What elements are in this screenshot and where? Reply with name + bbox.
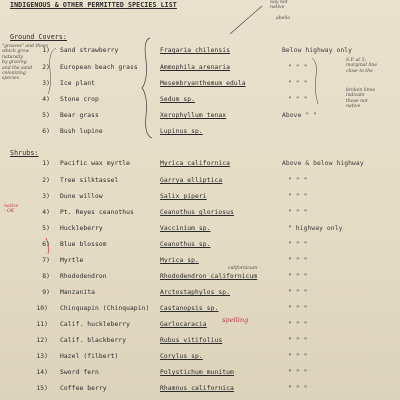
row-number: 11): [36, 321, 48, 328]
common-name: Pacific wax myrtle: [60, 160, 131, 167]
row-number: 14): [36, 369, 48, 376]
row-number: 13): [36, 353, 48, 360]
common-name: Chinquapin (Chinquapin): [60, 305, 150, 312]
latin-name: Mesembryanthemum edula: [160, 80, 246, 87]
latin-name: Garlocaracia: [160, 321, 207, 328]
latin-name: Vaccinium sp.: [160, 225, 211, 232]
habitat-note: " " ": [288, 209, 308, 216]
common-name: Huckleberry: [60, 225, 103, 232]
habitat-note: " " ": [288, 273, 308, 280]
handwritten-note-spelling: spelling: [222, 316, 249, 324]
latin-name: Myrica californica: [160, 160, 231, 167]
latin-name: Rhamnus californica: [160, 385, 234, 392]
row-number: 6): [42, 128, 50, 135]
latin-name: Corylus sp.: [160, 353, 203, 360]
page-title: INDIGENOUS & OTHER PERMITTED SPECIES LIST: [10, 1, 177, 9]
habitat-note: Above & below highway: [282, 160, 364, 167]
habitat-note: " " ": [288, 337, 308, 344]
latin-name: Arctostaphylos sp.: [160, 289, 231, 296]
latin-name: Polystichum munitum: [160, 369, 234, 376]
latin-name: Lupinus sp.: [160, 128, 203, 135]
row-number: 6): [42, 241, 50, 248]
common-name: Hazel (filbert): [60, 353, 119, 360]
row-number: 8): [42, 273, 50, 280]
latin-name: Ceanothus sp.: [160, 241, 211, 248]
row-number: 7): [42, 257, 50, 264]
row-number: 2): [42, 177, 50, 184]
shrubs-heading: Shrubs:: [10, 149, 39, 157]
common-name: Sand strawberry: [60, 47, 119, 54]
latin-name: Ammophila arenaria: [160, 64, 231, 71]
common-name: Calif. huckleberry: [60, 321, 131, 328]
habitat-note: " " ": [288, 289, 308, 296]
latin-name: Myrica sp.: [160, 257, 199, 264]
latin-name: Ceanothus gloriosus: [160, 209, 234, 216]
habitat-note: " " ": [288, 177, 308, 184]
common-name: Rhododendron: [60, 273, 107, 280]
handwritten-note-pencil: californicum: [228, 266, 258, 271]
row-number: 4): [42, 96, 50, 103]
common-name: Ice plant: [60, 80, 96, 87]
common-name: Pt. Reyes ceanothus: [60, 209, 134, 216]
common-name: Dune willow: [60, 193, 103, 200]
habitat-note: " highway only: [288, 225, 343, 232]
common-name: Myrtle: [60, 257, 84, 264]
common-name: Manzanita: [60, 289, 96, 296]
common-name: Blue blossom: [60, 241, 107, 248]
latin-name: Xerophyllum tenax: [160, 112, 227, 119]
handwritten-note-red: native - OK: [4, 204, 19, 215]
habitat-note: " " ": [288, 64, 308, 71]
handwritten-note-left-margin: "grasses" and those which grow naturally by grazing and the sand colonizing species: [2, 44, 49, 82]
latin-name: Rubus vitifolius: [160, 337, 223, 344]
latin-name: Garrya elliptica: [160, 177, 223, 184]
row-number: 15): [36, 385, 48, 392]
row-number: 1): [42, 160, 50, 167]
latin-name: Sedum sp.: [160, 96, 196, 103]
row-number: 1): [42, 47, 50, 54]
habitat-note: " " ": [288, 96, 308, 103]
latin-name: Fragaria chilensis: [160, 47, 231, 54]
latin-name: Castanopsis sp.: [160, 305, 219, 312]
habitat-note: " " ": [288, 385, 308, 392]
latin-name: Salix piperi: [160, 193, 207, 200]
latin-name: Rhododendron californicum: [160, 273, 258, 280]
handwritten-note-right-2: broken lines indicate those not native: [346, 88, 375, 110]
common-name: Tree silktassel: [60, 177, 119, 184]
row-number: 5): [42, 225, 50, 232]
row-number: 3): [42, 193, 50, 200]
common-name: Stone crop: [60, 96, 99, 103]
row-number: 3): [42, 80, 50, 87]
habitat-note: " " ": [288, 241, 308, 248]
ground-covers-heading: Ground Covers:: [10, 33, 67, 41]
habitat-note: Below highway only: [282, 47, 353, 54]
common-name: Coffee berry: [60, 385, 107, 392]
common-name: European beach grass: [60, 64, 138, 71]
row-number: 10): [36, 305, 48, 312]
habitat-note: " " ": [288, 353, 308, 360]
habitat-note: " " ": [288, 193, 308, 200]
habitat-note: " " ": [288, 305, 308, 312]
row-number: 12): [36, 337, 48, 344]
row-number: 4): [42, 209, 50, 216]
row-number: 2): [42, 64, 50, 71]
habitat-note: Above " ": [282, 112, 318, 119]
habitat-note: " " ": [288, 257, 308, 264]
common-name: Bear grass: [60, 112, 99, 119]
habitat-note: " " ": [288, 321, 308, 328]
handwritten-note-top-2: abelia: [276, 16, 291, 21]
row-number: 5): [42, 112, 50, 119]
common-name: Calif. blackberry: [60, 337, 127, 344]
habitat-note: " " ": [288, 80, 308, 87]
handwritten-note-top: Say not native: [270, 0, 288, 11]
row-number: 9): [42, 289, 50, 296]
handwritten-note-right-1: S.P. at 5: marginal line close to the: [346, 58, 377, 74]
habitat-note: " " ": [288, 369, 308, 376]
common-name: Bush lupine: [60, 128, 103, 135]
common-name: Sword fern: [60, 369, 99, 376]
